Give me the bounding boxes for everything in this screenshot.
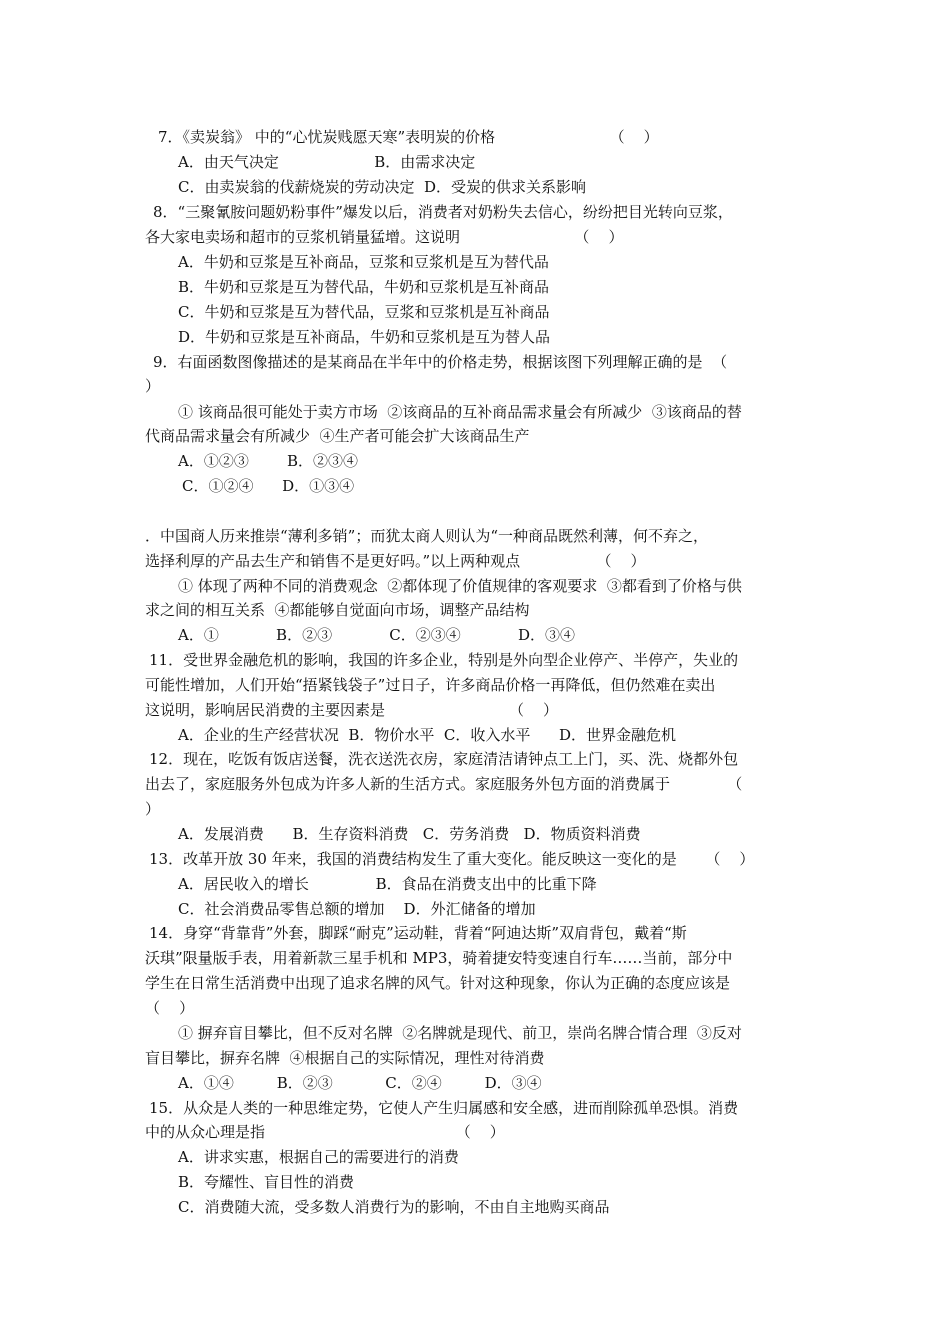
q9-statements-1: ① 该商品很可能处于卖方市场 ②该商品的互补商品需求量会有所减少 ③该商品的替 [178,403,742,421]
q8-option-b: B．牛奶和豆浆是互为替代品，牛奶和豆浆机是互补商品 [178,278,550,296]
q14-stem-1: 14．身穿“背靠背”外套，脚踩“耐克”运动鞋，背着“阿迪达斯”双肩背包，戴着“斯 [149,924,687,942]
q8-stem-2: 各大家电卖场和超市的豆浆机销量猛增。这说明 （ ） [145,228,624,246]
q7-options-cd: C．由卖炭翁的伐薪烧炭的劳动决定 D．受炭的供求关系影响 [178,178,587,196]
q15-option-c: C．消费随大流，受多数人消费行为的影响，不由自主地购买商品 [178,1198,610,1216]
q8-stem-1: 8．“三聚氰胺问题奶粉事件”爆发以后，消费者对奶粉失去信心，纷纷把目光转向豆浆， [153,203,733,221]
q14-stem-3: 学生在日常生活消费中出现了追求名牌的风气。针对这种现象，你认为正确的态度应该是 [145,974,731,992]
q14-stem-2: 沃琪”限量版手表，用着新款三星手机和 MP3，骑着捷安特变速自行车……当前，部分中 [145,949,733,967]
q13-stem: 13．改革开放 30 年来，我国的消费结构发生了重大变化。能反映这一变化的是 （ ） [149,850,755,868]
q8-option-d: D．牛奶和豆浆是互补商品，牛奶和豆浆机是互为替人品 [178,328,551,346]
q9-options-cd: C．①②④ D．①③④ [182,477,355,495]
q7-stem: 7．《卖炭翁》 中的“心忧炭贱愿天寒”表明炭的价格 （ ） [158,128,659,146]
q13-options-cd: C．社会消费品零售总额的增加 D．外汇储备的增加 [178,900,536,918]
q10-statements-2: 求之间的相互关系 ④都能够自觉面向市场，调整产品结构 [145,601,530,619]
q10-stem-2: 选择利厚的产品去生产和销售不是更好吗。”以上两种观点 （ ） [145,552,646,570]
q15-stem-2: 中的从众心理是指 （ ） [145,1123,505,1141]
q12-stem-3: ） [145,800,161,818]
q14-stem-4: （ ） [145,999,195,1017]
q14-options: A．①④ B．②③ C．②④ D．③④ [178,1074,542,1092]
q12-stem-2: 出去了，家庭服务外包成为许多人新的生活方式。家庭服务外包方面的消费属于 （ [145,775,743,793]
q14-statements-1: ① 摒弃盲目攀比，但不反对名牌 ②名牌就是现代、前卫，崇尚名牌合情合理 ③反对 [178,1024,742,1042]
q9-options-ab: A．①②③ B．②③④ [178,452,359,470]
q7-options-ab: A．由天气决定 B．由需求决定 [178,153,476,171]
q15-stem-1: 15．从众是人类的一种思维定势，它使人产生归属感和安全感，进而削除孤单恐惧。消费 [149,1099,739,1117]
q11-stem-3: 这说明，影响居民消费的主要因素是 （ ） [145,701,559,719]
q15-option-b: B．夸耀性、盲目性的消费 [178,1173,355,1191]
q11-stem-2: 可能性增加，人们开始“捂紧钱袋子”过日子，许多商品价格一再降低，但仍然难在卖出 [145,676,716,694]
q9-statements-2: 代商品需求量会有所减少 ④生产者可能会扩大该商品生产 [145,427,530,445]
q11-stem-1: 11．受世界金融危机的影响，我国的许多企业，特别是外向型企业停产、半停产，失业的 [149,651,739,669]
q15-option-a: A．讲求实惠，根据自己的需要进行的消费 [178,1148,459,1166]
q10-stem-1: ．中国商人历来推崇“薄利多销”；而犹太商人则认为“一种商品既然利薄，何不弃之， [145,527,709,545]
q12-stem-1: 12．现在，吃饭有饭店送餐，洗衣送洗衣房，家庭清洁请钟点工上门，买、洗、烧都外包 [149,750,739,768]
q14-statements-2: 盲目攀比，摒弃名牌 ④根据自己的实际情况，理性对待消费 [145,1049,545,1067]
q9-stem-1: 9．右面函数图像描述的是某商品在半年中的价格走势，根据该图下列理解正确的是 （ [153,353,728,371]
q11-options: A．企业的生产经营状况 B．物价水平 C．收入水平 D．世界金融危机 [178,726,677,744]
q10-options: A．① B．②③ C．②③④ D．③④ [178,626,576,644]
q8-option-c: C．牛奶和豆浆是互为替代品，豆浆和豆浆机是互补商品 [178,303,550,321]
q10-statements-1: ① 体现了两种不同的消费观念 ②都体现了价值规律的客观要求 ③都看到了价格与供 [178,577,742,595]
q13-options-ab: A．居民收入的增长 B．食品在消费支出中的比重下降 [178,875,597,893]
q8-option-a: A．牛奶和豆浆是互补商品，豆浆和豆浆机是互为替代品 [178,253,549,271]
q12-options: A．发展消费 B．生存资料消费 C．劳务消费 D．物质资料消费 [178,825,641,843]
q9-stem-2: ） [145,377,161,395]
